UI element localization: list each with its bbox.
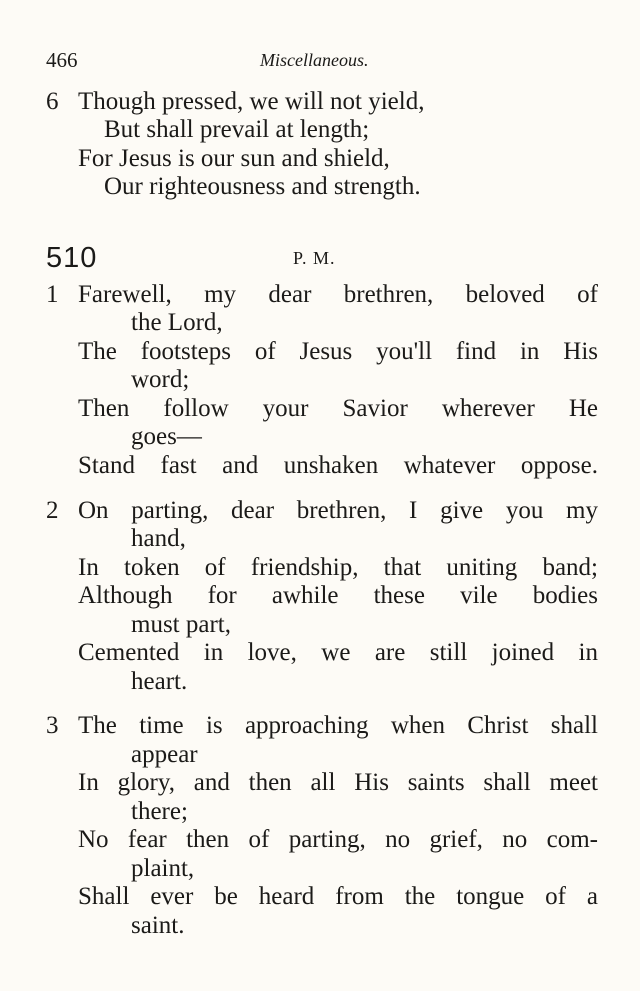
stanza-line: Shall ever be heard from the tongue of a <box>78 883 598 910</box>
running-head: Miscellaneous. <box>260 50 369 70</box>
stanza-line: Then follow your Savior wherever He <box>78 395 598 422</box>
stanza-line: saint. <box>131 912 185 939</box>
page-header <box>46 48 606 74</box>
stanza-line: must part, <box>131 611 231 638</box>
stanza-line: No fear then of parting, no grief, no com- <box>78 826 598 853</box>
stanza-line: For Jesus is our sun and shield, <box>78 145 390 172</box>
stanza-number: 3 <box>46 712 59 739</box>
page-number: 466 <box>46 48 78 72</box>
stanza-line: Cemented in love, we are still joined in <box>78 639 598 666</box>
stanza-number: 6 <box>46 88 59 115</box>
stanza-line: goes— <box>131 423 202 450</box>
stanza-line: Farewell, my dear brethren, beloved of <box>78 281 598 308</box>
stanza-line: the Lord, <box>131 309 223 336</box>
stanza-line: On parting, dear brethren, I give you my <box>78 497 598 524</box>
stanza-line: Although for awhile these vile bodies <box>78 582 598 609</box>
stanza-line: there; <box>131 798 188 825</box>
stanza-number: 1 <box>46 281 59 308</box>
hymn-meter: P. M. <box>293 248 336 268</box>
stanza-line: heart. <box>131 668 188 695</box>
stanza-line: Our righteousness and strength. <box>104 173 421 200</box>
stanza-line: plaint, <box>131 855 195 882</box>
stanza-line: But shall prevail at length; <box>104 116 370 143</box>
stanza-line: hand, <box>131 525 186 552</box>
stanza-line: In glory, and then all His saints shall meet <box>78 769 598 796</box>
stanza-line: Stand fast and unshaken whatever oppose. <box>78 452 598 479</box>
stanza-line: In token of friendship, that uniting band; <box>78 554 598 581</box>
stanza-line: The footsteps of Jesus you'll find in His <box>78 338 598 365</box>
stanza-line: appear <box>131 741 198 768</box>
hymn-number: 510 <box>46 242 98 274</box>
stanza-line: word; <box>131 366 190 393</box>
stanza-line: Though pressed, we will not yield, <box>78 88 425 115</box>
stanza-line: The time is approaching when Christ shall <box>78 712 598 739</box>
stanza-number: 2 <box>46 497 59 524</box>
